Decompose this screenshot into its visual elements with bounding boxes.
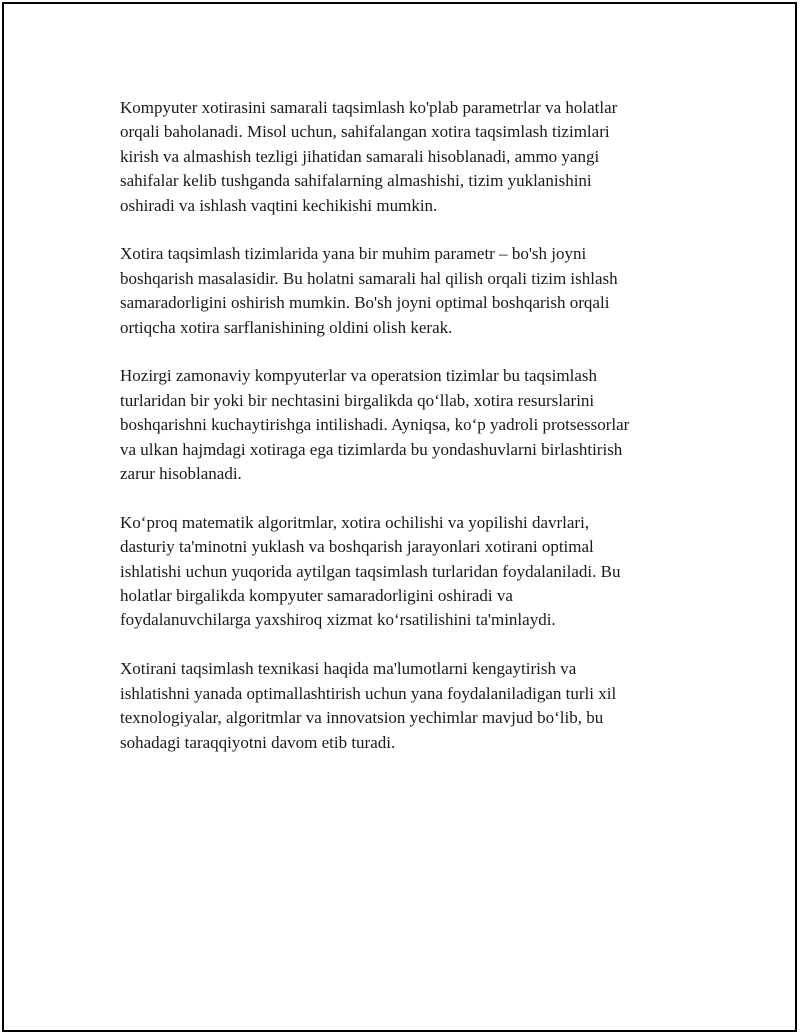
text-line: ortiqcha xotira sarflanishining oldini olish kerak.: [120, 317, 453, 337]
text-line: kirish va almashish tezligi jihatidan samarali hisoblanadi, ammo yangi: [120, 146, 600, 166]
text-line: boshqarishni kuchaytirishga intilishadi. Ayniqsa, ko‘p yadroli protsessorlar: [120, 415, 630, 435]
text-line: Hozirgi zamonaviy kompyuterlar va operatsion tizimlar bu taqsimlash: [120, 366, 597, 386]
text-line: turlaridan bir yoki bir nechtasini birgalikda qo‘llab, xotira resurslarini: [120, 390, 595, 410]
paragraph: [120, 364, 680, 486]
text-line: Xotira taqsimlash tizimlarida yana bir muhim parametr – bo'sh joyni: [120, 244, 587, 264]
paragraph: [120, 242, 680, 340]
text-line: samaradorligini oshirish mumkin. Bo'sh joyni optimal boshqarish orqali: [120, 293, 610, 313]
text-line: holatlar birgalikda kompyuter samaradorligini oshiradi va: [120, 586, 513, 606]
text-line: dasturiy ta'minotni yuklash va boshqarish jarayonlari xotirani optimal: [120, 537, 594, 557]
text-line: texnologiyalar, algoritmlar va innovatsion yechimlar mavjud bo‘lib, bu: [120, 708, 604, 728]
text-line: ishlatishi uchun yuqorida aytilgan taqsimlash turlaridan foydalaniladi. Bu: [120, 561, 621, 581]
text-line: foydalanuvchilarga yaxshiroq xizmat ko‘rsatilishini ta'minlaydi.: [120, 610, 556, 630]
document-body: [120, 96, 680, 779]
text-line: boshqarish masalasidir. Bu holatni samarali hal qilish orqali tizim ishlash: [120, 268, 618, 288]
text-line: zarur hisoblanadi.: [120, 464, 242, 484]
text-line: orqali baholanadi. Misol uchun, sahifalangan xotira taqsimlash tizimlari: [120, 122, 610, 142]
text-line: Kompyuter xotirasini samarali taqsimlash ko'plab parametrlar va holatlar: [120, 98, 618, 117]
text-line: oshiradi va ishlash vaqtini kechikishi mumkin.: [120, 195, 438, 215]
text-line: sahifalar kelib tushganda sahifalarning almashishi, tizim yuklanishini: [120, 171, 592, 191]
document-page: [2, 2, 797, 1032]
paragraph: [120, 96, 680, 218]
text-line: Xotirani taqsimlash texnikasi haqida ma'lumotlarni kengaytirish va: [120, 659, 577, 679]
text-line: ishlatishni yanada optimallashtirish uchun yana foydalaniladigan turli xil: [120, 683, 617, 703]
text-line: Ko‘proq matematik algoritmlar, xotira ochilishi va yopilishi davrlari,: [120, 512, 590, 532]
text-line: va ulkan hajmdagi xotiraga ega tizimlarda bu yondashuvlarni birlashtirish: [120, 439, 623, 459]
text-line: sohadagi taraqqiyotni davom etib turadi.: [120, 732, 396, 752]
paragraph: [120, 511, 680, 633]
paragraph: [120, 657, 680, 755]
